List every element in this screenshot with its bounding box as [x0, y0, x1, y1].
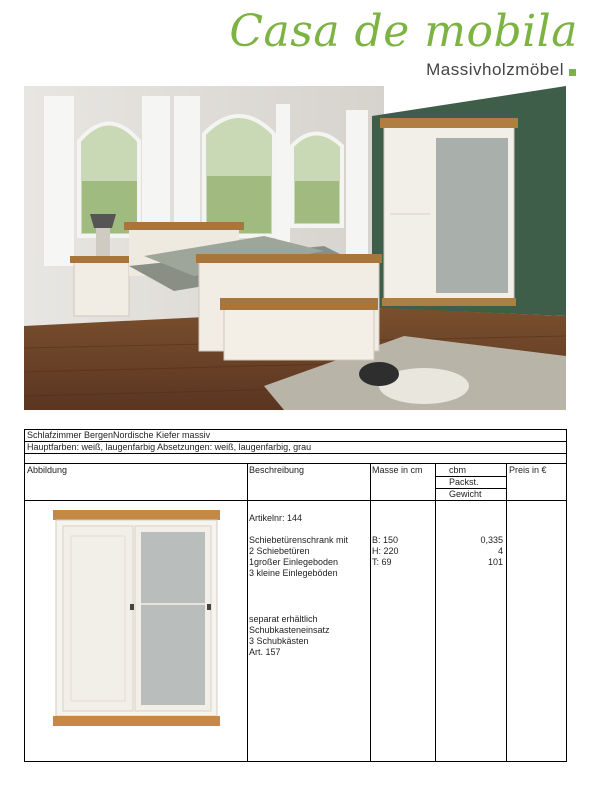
bedroom-photo: [24, 86, 566, 410]
sheet-title-row: [25, 430, 566, 442]
wardrobe-image: [49, 506, 224, 731]
description-line: 3 kleine Einlegeböden: [249, 568, 338, 578]
value-weight: 101: [487, 557, 503, 567]
description-line: Schiebetürenschrank mit: [249, 535, 349, 545]
description-line: 2 Schiebetüren: [249, 546, 310, 556]
column-divider: [435, 464, 436, 761]
column-divider: [247, 464, 248, 761]
dimension-depth: T: 69: [372, 557, 392, 567]
column-divider: [506, 464, 507, 761]
header-bottom-line: [25, 500, 566, 501]
header-packages: Packst.: [449, 477, 479, 487]
sheet-title: Schlafzimmer BergenNordische Kiefer massiv: [27, 430, 211, 440]
value-packages: 4: [497, 546, 503, 556]
column-divider: [370, 464, 371, 761]
dimension-width: B: 150: [372, 535, 399, 545]
brand-tagline: Massivholzmöbel: [426, 60, 564, 79]
dimension-height: H: 220: [372, 546, 399, 556]
brand-dot: [569, 69, 576, 76]
header-weight: Gewicht: [449, 489, 482, 499]
sheet-colors: Hauptfarben: weiß, laugenfarbig Absetzungen: weiß, laugenfarbig, grau: [27, 442, 312, 452]
separate-line: Art. 157: [249, 647, 281, 657]
brand-name: Casa de mobila: [229, 6, 578, 57]
separate-line: Schubkasteneinsatz: [249, 625, 330, 635]
brand-logo: [229, 2, 590, 82]
sheet-spacer-row: [25, 454, 566, 464]
article-number: Artikelnr: 144: [249, 513, 303, 523]
product-sheet: [24, 429, 567, 762]
header-dimensions: Masse in cm: [372, 465, 423, 475]
description-line: 1großer Einlegeboden: [249, 557, 339, 567]
separate-line: separat erhältlich: [249, 614, 318, 624]
separate-line: 3 Schubkästen: [249, 636, 309, 646]
value-cbm: 0,335: [480, 535, 503, 545]
header-description: Beschreibung: [249, 465, 305, 475]
header-price: Preis in €: [509, 465, 547, 475]
sheet-colors-row: [25, 442, 566, 454]
header-cbm: cbm: [449, 465, 467, 475]
header-image: Abbildung: [27, 465, 68, 475]
